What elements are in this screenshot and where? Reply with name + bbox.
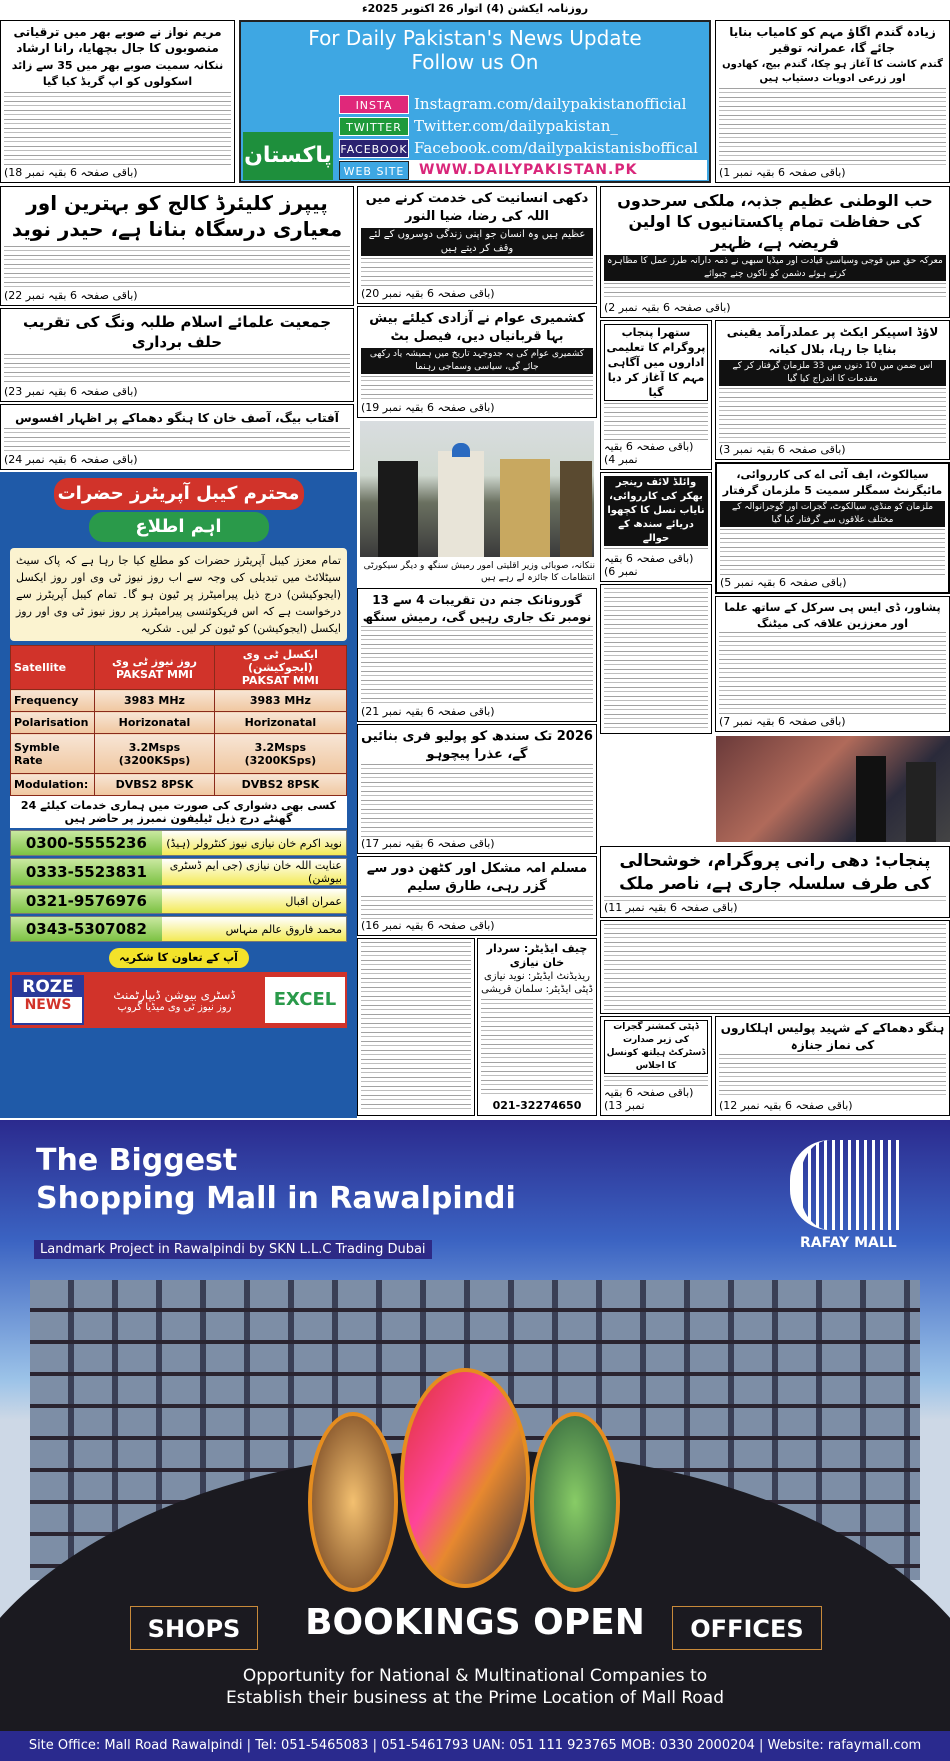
subheadline: عظیم ہیں وہ انسان جو اپنی زندگی دوسروں کے لئے وقف کر دیتے ہیں: [361, 228, 593, 256]
body-text: [361, 896, 593, 919]
ad-headline-line1: The Biggest: [36, 1143, 238, 1178]
body-text: [361, 258, 593, 287]
subheadline: ننکانہ سمیت صوبے بھر میں 35 سے زائد اسکولوں کو اپ گریڈ کیا گیا: [11, 59, 224, 88]
distribution-dept: [113, 988, 235, 1013]
gym-circle: [530, 1412, 620, 1592]
continued-ref: (باقی صفحہ 6 بقیہ نمبر 20): [361, 287, 495, 300]
body-text: [720, 529, 945, 576]
article-top-left: [0, 20, 235, 183]
continued-ref: (باقی صفحہ 6 بقیہ نمبر 2): [604, 301, 731, 314]
article-right-8: [600, 1016, 712, 1116]
continued-ref: (باقی صفحہ 6 بقیہ نمبر 16): [361, 919, 495, 932]
body-text: [604, 924, 946, 1010]
headline: مسلم امہ مشکل اور کٹھن دور سے گزر رہی، طارق سلیم: [366, 861, 588, 894]
masthead-phone: 021-32274650: [492, 1099, 582, 1112]
headline: دکھی انسانیت کی خدمت کرنے میں اللہ کی رضا، ضیا النور: [365, 191, 589, 224]
cable-notice-text: تمام معزز کیبل آپریٹرز حضرات کو مطلع کیا جا رہا ہے کہ پاک سیٹ سیٹلائٹ میں تبدیلی کی وجہ سے اب روز نیوز ٹی وی اور روز ایکسل (ایجوکیشن) درج ذیل پیرامیٹرز پر ٹیون ہو گا۔ تمام کیبل آپریٹرز سے درخواست ہے کہ اس فریکوئنسی پیرامیٹرز پر روز نیوز ٹی وی اور روز ایکسل (ایجوکیشن) کو ٹیون کر لیں۔ شکریہ: [10, 548, 347, 641]
continued-ref: (باقی صفحہ 6 بقیہ نمبر 4): [604, 440, 694, 466]
body-text: [361, 764, 593, 837]
body-text: [719, 88, 946, 166]
photo-turban: [452, 443, 470, 457]
headline: پیپرز کلیئرڈ کالج کو بہترین اور معیاری درسگاہ بنانا ہے، حیدر نوید: [11, 191, 343, 241]
article-middle-5: [357, 856, 597, 936]
mall-interior-circle: [308, 1412, 398, 1592]
masthead-box: [477, 938, 597, 1116]
twitter-url[interactable]: Twitter.com/dailypakistan_: [414, 117, 618, 135]
table-row: [11, 734, 347, 774]
photo-figure: [378, 461, 418, 557]
article-right-3: [715, 320, 950, 460]
rafay-mall-logo-icon: [790, 1140, 900, 1230]
photo-caption: ننکانہ، صوبائی وزیر اقلیتی امور رمیش سنگھ و دیگر سیکورٹی انتظامات کا جائزہ لے رہے ہیں: [363, 561, 595, 583]
news-photo-gathering: [716, 736, 950, 842]
facebook-url[interactable]: Facebook.com/dailypakistanisboffical: [414, 139, 698, 157]
subheadline: ملزمان کو منڈی، سیالکوٹ، گجرات اور گوجرانوالہ کے مختلف علاقوں سے گرفتار کیا گیا: [720, 501, 945, 527]
social-subtitle: Follow us On: [411, 50, 539, 74]
headline: گورونانک جنم دن تقریبات 4 سے 13 نومبر تک جاری رہیں گی، رمیش سنگھ: [362, 593, 592, 624]
body-text: [604, 283, 946, 301]
subheadline: معرکہ حق میں فوجی وسیاسی قیادت اور میڈیا سبھی نے ذمہ دارانہ طرز عمل کا مظاہرہ کرتے ہوئے دشمن کو ناکوں چنے چبوائے: [604, 255, 946, 281]
contact-name: عمران اقبال: [162, 889, 346, 913]
header-roze-news-name: روز نیوز ٹی وی: [111, 654, 197, 668]
body-text: [4, 354, 350, 385]
dept-line-2: روز نیوز ٹی وی میڈیا گروپ: [117, 1001, 232, 1013]
continued-ref: (باقی صفحہ 6 بقیہ نمبر 3): [719, 443, 846, 456]
header-excel-tv-sat: PAKSAT MMI: [241, 674, 319, 687]
body-text: [604, 403, 708, 440]
table-row: [11, 712, 347, 734]
cell: Modulation:: [11, 774, 95, 796]
headline: زیادہ گندم اگاؤ مہم کو کامیاب بنایا جائے گا، عمرانہ توقیر: [729, 25, 936, 55]
cell: 3.2Msps (3200KSps): [95, 734, 215, 774]
article-left-2: [0, 404, 354, 470]
contact-phone[interactable]: 0321-9576976: [11, 889, 162, 913]
ad-opportunity-line1: Opportunity for National & Multinational Companies to: [242, 1666, 708, 1686]
headline: ستھرا پنجاب پروگرام کا تعلیمی اداروں میں آگاہی مہم کا آغاز کر دیا گیا: [604, 324, 708, 401]
continued-ref: (باقی صفحہ 6 بقیہ نمبر 1): [719, 166, 846, 179]
social-twitter[interactable]: [339, 116, 618, 136]
ad-opportunity-line2: Establish their business at the Prime Location of Mall Road: [225, 1688, 725, 1708]
continued-ref: (باقی صفحہ 6 بقیہ نمبر 17): [361, 837, 495, 850]
resident-editor: ریذیڈنٹ ایڈیٹر: نوید نیازی: [483, 971, 590, 982]
cell: Symble Rate: [11, 734, 95, 774]
photo-figure: [856, 756, 886, 842]
photo-figure: [438, 451, 484, 557]
headline: مریم نواز نے صوبے بھر میں ترقیاتی منصوبوں کا جال بچھایا، رانا ارشاد: [13, 25, 222, 55]
help-line-text: کسی بھی دشواری کی صورت میں ہماری خدمات کیلئے 24 گھنٹے درج ذیل ٹیلیفون نمبرز پر حاضر ہیں: [10, 796, 347, 828]
article-right-2: [600, 472, 712, 582]
headline: پنجاب: دھی رانی پروگرام، خوشحالی کی طرف سلسلہ جاری ہے، ناصر ملک: [619, 851, 931, 894]
article-right-lead: [600, 186, 950, 318]
contact-phone[interactable]: 0343-5307082: [11, 917, 162, 941]
article-top-right: [715, 20, 950, 183]
subheadline: اس ضمن میں 10 دنوں میں 33 ملزمان گرفتار کر کے مقدمات کا اندراج کیا گیا: [719, 360, 946, 386]
contact-row: [10, 888, 347, 914]
facebook-badge: FACEBOOK: [339, 139, 409, 158]
shops-label: SHOPS: [130, 1606, 258, 1650]
photo-figure: [500, 459, 550, 557]
article-right-6-body: [600, 920, 950, 1014]
headline: سیالکوٹ، ایف آئی اے کی کارروائی، مائیگرنٹ سمگلر سمیت 5 ملزمان گرفتار: [722, 468, 943, 497]
article-right-4: [715, 462, 950, 594]
headline: کشمیری عوام نے آزادی کیلئے بیش بہا قربانیاں دیں، فیصل بٹ: [369, 311, 585, 344]
contact-row: [10, 916, 347, 942]
cell: 3983 MHz: [95, 690, 215, 712]
cell: DVBS2 8PSK: [214, 774, 346, 796]
website-url[interactable]: WWW.DAILYPAKISTAN.PK: [419, 162, 638, 178]
social-facebook[interactable]: [339, 138, 698, 158]
continued-ref: (باقی صفحہ 6 بقیہ نمبر 12): [719, 1099, 853, 1112]
table-row: [11, 774, 347, 796]
ad-opportunity: [0, 1665, 950, 1709]
article-right-5: [715, 596, 950, 732]
social-title: For Daily Pakistan's News Update: [308, 26, 642, 50]
body-text: [4, 428, 350, 453]
table-header-row: [11, 646, 347, 690]
thanks-banner: آپ کے تعاون کا شکریہ: [109, 948, 249, 968]
headline: 2026 تک سندھ کو پولیو فری بنائیں گے، عذرا پیچوہو: [361, 729, 593, 762]
dept-line-1: ڈسٹری بیوشن ڈیپارٹمنٹ: [113, 987, 236, 1002]
continued-ref: (باقی صفحہ 6 بقیہ نمبر 5): [720, 576, 847, 589]
cable-subtitle: اہم اطلاع: [89, 512, 269, 542]
headline: پشاور، ڈی ایس پی سرکل کے ساتھ علما اور معززین علاقہ کی میٹنگ: [724, 601, 941, 630]
excel-logo: EXCEL: [265, 977, 345, 1023]
contact-name: نوید اکرم خان نیازی نیوز کنٹرولر (ہیڈ): [162, 831, 346, 855]
cable-footer-logos: [10, 972, 347, 1028]
subheadline: گندم کاشت کا آغاز ہو چکا، گندم بیج، کھادوں اور زرعی ادویات دستیاب ہیں: [722, 59, 943, 84]
shopping-bags-circle: [400, 1368, 530, 1588]
article-middle-2: [357, 306, 597, 418]
ad-tagline: Landmark Project in Rawalpindi by SKN L.L.C Trading Dubai: [34, 1240, 432, 1259]
headline: وائلڈ لائف رینجر بھکر کی کارروائی، نایاب نسل کا کچھوا دریائے سندھ کے حوالے: [604, 476, 708, 546]
headline: ہنگو دھماکے کے شہید پولیس اہلکاروں کی نماز جنازہ: [720, 1021, 945, 1052]
contact-name: محمد فاروق عالم منہاس: [162, 917, 346, 941]
continued-ref: (باقی صفحہ 6 بقیہ نمبر 11): [604, 901, 738, 914]
social-follow-box: [239, 20, 711, 183]
contact-row: [10, 830, 347, 856]
masthead-address: [481, 999, 593, 1096]
cable-title: محترم کیبل آپریٹرز حضرات: [54, 478, 304, 510]
body-text: [604, 1076, 708, 1086]
roze-news-logo-top: ROZE: [14, 977, 82, 997]
instagram-badge: INSTA: [339, 95, 409, 114]
headline: ڈپٹی کمشنر گجرات کی زیر صدارت ڈسٹرکٹ ہیلتھ کونسل کا اجلاس: [604, 1020, 708, 1074]
social-instagram[interactable]: [339, 94, 686, 114]
body-text: [361, 942, 471, 1112]
article-right-1: [600, 320, 712, 470]
offices-label: OFFICES: [672, 1606, 822, 1650]
headline: آفتاب بیگ، آصف خان کا ہنگو دھماکے پر اظہار افسوس: [15, 411, 339, 425]
chief-editor: چیف ایڈیٹر: سردار خان نیازی: [486, 942, 588, 969]
instagram-url[interactable]: Instagram.com/dailypakistanofficial: [414, 95, 687, 113]
contact-name: عنایت اللہ خان نیازی (جی ایم ڈسٹری بیوشن): [162, 859, 346, 885]
cell: DVBS2 8PSK: [95, 774, 215, 796]
header-excel-tv-name: ایکسل ٹی وی (ایجوکیشن): [242, 648, 318, 674]
header-satellite: Satellite: [11, 646, 95, 690]
article-middle-4: [357, 724, 597, 854]
article-middle-3: [357, 588, 597, 722]
continued-ref: (باقی صفحہ 6 بقیہ نمبر 18): [4, 166, 138, 179]
body-text: [604, 588, 708, 730]
contact-phone[interactable]: 0300-5555236: [11, 831, 162, 855]
continued-ref: (باقی صفحہ 6 بقیہ نمبر 6): [604, 552, 694, 578]
website-badge: WEB SITE: [339, 161, 409, 180]
article-right-6: [600, 846, 950, 918]
body-text: [361, 626, 593, 705]
cell: 3983 MHz: [214, 690, 346, 712]
twitter-badge: TWITTER: [339, 117, 409, 136]
continued-ref: (باقی صفحہ 6 بقیہ نمبر 13): [604, 1086, 694, 1112]
continued-ref: (باقی صفحہ 6 بقیہ نمبر 21): [361, 705, 495, 718]
photo-figure: [906, 762, 936, 842]
headline: حب الوطنی عظیم جذبہ، ملکی سرحدوں کی حفاظت تمام پاکستانیوں کا اولین فریضہ ہے، ظہیر: [617, 191, 933, 252]
continued-ref: (باقی صفحہ 6 بقیہ نمبر 19): [361, 401, 495, 414]
body-text: [719, 388, 946, 443]
satellite-parameters-table: [10, 645, 347, 796]
cell: Polarisation: [11, 712, 95, 734]
rafay-mall-advertisement: [0, 1120, 950, 1761]
article-left-lead: [0, 186, 354, 306]
continued-ref: (باقی صفحہ 6 بقیہ نمبر 7): [719, 715, 846, 728]
cell: 3.2Msps (3200KSps): [214, 734, 346, 774]
table-row: [11, 690, 347, 712]
ad-headline-line2: Shopping Mall in Rawalpindi: [36, 1181, 516, 1216]
deputy-editor: ڈپٹی ایڈیٹر: سلمان قریشی: [481, 984, 593, 995]
cell: Horizonatal: [214, 712, 346, 734]
article-right-7: [715, 1016, 950, 1116]
social-website[interactable]: [339, 160, 707, 180]
headline: جمعیت علمائے اسلام طلبہ ونگ کی تقریب حلف برداری: [22, 313, 332, 351]
body-text: [4, 92, 231, 166]
body-text: [719, 632, 946, 715]
bookings-open: BOOKINGS OPEN: [305, 1602, 645, 1643]
continued-ref: (باقی صفحہ 6 بقیہ نمبر 24): [4, 453, 138, 466]
rafay-mall-brand: RAFAY MALL: [800, 1235, 897, 1251]
header-excel-tv: [214, 646, 346, 690]
ad-headline: [36, 1142, 516, 1218]
roze-news-logo: [12, 975, 84, 1025]
cell: Frequency: [11, 690, 95, 712]
continued-ref: (باقی صفحہ 6 بقیہ نمبر 23): [4, 385, 138, 398]
article-middle-1: [357, 186, 597, 304]
article-left-1: [0, 308, 354, 402]
article-middle-small: [357, 938, 475, 1116]
body-text: [719, 1054, 946, 1099]
photo-figure: [560, 461, 592, 557]
body-text: [604, 548, 708, 552]
header-roze-news: [95, 646, 215, 690]
cell: Horizonatal: [95, 712, 215, 734]
roze-news-logo-bottom: NEWS: [24, 997, 72, 1013]
contact-row: [10, 858, 347, 886]
body-text: [4, 246, 350, 289]
subheadline: کشمیری عوام کی یہ جدوجہد تاریخ میں ہمیشہ یاد رکھی جائے گی، سیاسی وسماجی رہنما: [361, 348, 593, 374]
header-roze-news-sat: PAKSAT MMI: [115, 667, 193, 681]
headline: لاؤڈ اسپیکر ایکٹ پر عملدرآمد یقینی بنایا جا رہا، بلال کیانہ: [726, 325, 939, 356]
body-text: [604, 896, 946, 901]
cable-operators-notice-ad: [0, 472, 357, 1118]
dateline: روزنامہ ایکشن (4) اتوار 26 اکتوبر 2025ء: [361, 2, 589, 15]
ad-contact-footer: Site Office: Mall Road Rawalpindi | Tel: 051-5465083 | 051-5461793 UAN: 051 111 923765 MOB: 0330 2000204 | Website: rafaymall.com: [0, 1731, 950, 1761]
news-photo: [360, 421, 594, 557]
daily-pakistan-logo: پاکستان: [243, 132, 333, 180]
body-text: [361, 376, 593, 401]
article-right-side: [600, 584, 712, 734]
contact-phone[interactable]: 0333-5523831: [11, 859, 162, 885]
continued-ref: (باقی صفحہ 6 بقیہ نمبر 22): [4, 289, 138, 302]
